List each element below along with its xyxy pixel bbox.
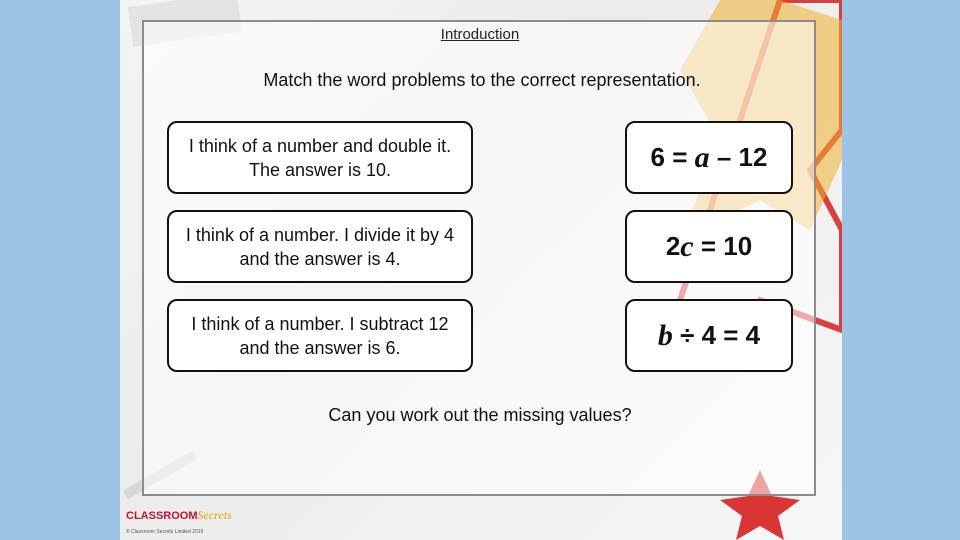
equation-variable: c <box>680 229 694 263</box>
question-text: Can you work out the missing values? <box>328 405 632 425</box>
logo-script-text: Secrets <box>197 508 232 522</box>
equation-suffix: – 12 <box>709 142 768 172</box>
equation-variable: a <box>694 140 710 174</box>
equation-suffix: ÷ 4 = 4 <box>672 320 761 350</box>
word-problem-text: I think of a number. I divide it by 4 and the answer is 4. <box>185 224 455 269</box>
equation-prefix: 2 <box>665 231 681 261</box>
equation-card[interactable] <box>625 210 793 283</box>
instruction-text: Match the word problems to the correct representation. <box>263 70 701 90</box>
equation-variable: b <box>657 318 673 352</box>
word-problem-card[interactable] <box>167 299 473 372</box>
equation-card[interactable] <box>625 121 793 194</box>
word-problem-text: I think of a number. I subtract 12 and the answer is 6. <box>191 313 449 358</box>
classroom-secrets-logo <box>126 508 232 523</box>
logo-main-text: CLASSROOM <box>126 510 198 522</box>
word-problem-text: I think of a number and double it. The answer is 10. <box>188 135 452 180</box>
equation-card[interactable] <box>625 299 793 372</box>
word-problem-card[interactable] <box>167 210 473 283</box>
word-problem-card[interactable] <box>167 121 473 194</box>
equation-suffix: = 10 <box>693 231 753 261</box>
slide-heading: Introduction <box>440 26 520 43</box>
equation-prefix: 6 = <box>650 142 695 172</box>
copyright-text: © Classroom Secrets Limited 2019 <box>126 529 204 535</box>
